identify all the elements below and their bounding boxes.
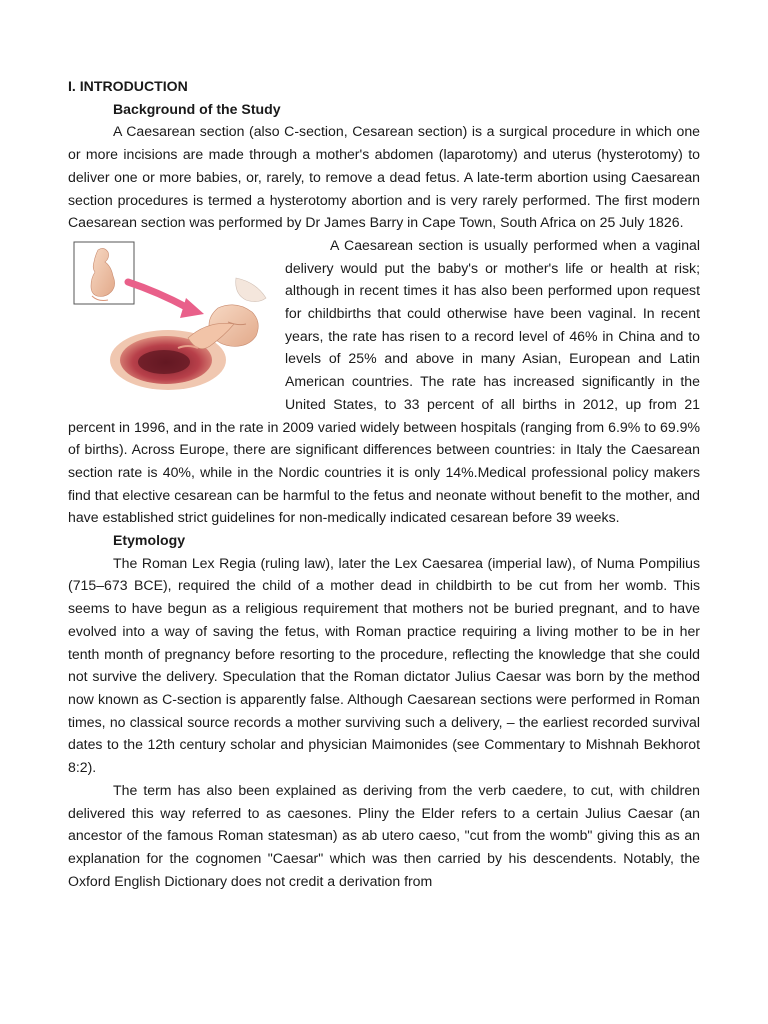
subsection-heading-etymology: Etymology [113, 532, 186, 549]
caesarean-illustration-icon [68, 238, 273, 396]
section-title: I. INTRODUCTION [68, 78, 188, 94]
paragraph-1: A Caesarean section (also C-section, Cesarean section) is a surgical procedure in which one or more incisions are made through a mother's abdomen (laparotomy) and uterus (hysterotomy) to deliver one or more babies, or, rarely, to remove a dead fetus. A late-term abortion using Caesarean section procedures is termed a hysterotomy abortion and is very rarely performed. The first modern Caesarean section was performed by Dr James Barry in Cape Town, South Africa on 25 July 1826. [68, 123, 700, 231]
paragraph-3: The Roman Lex Regia (ruling law), later the Lex Caesarea (imperial law), of Numa Pompilius (715–673 BCE), required the child of a mother dead in childbirth to be cut from her womb. This seems to have begun as a religious requirement that mothers not be buried pregnant, and to have evolved into a way of saving the fetus, with Roman practice requiring a living mother to be in her tenth month of pregnancy before resorting to the procedure, reflecting the knowledge that she could not survive the delivery. Speculation that the Roman dictator Julius Caesar was born by the method now known as C-section is apparently false. Although Caesarean sections were performed in Roman times, no classical source records a mother surviving such a delivery, – the earliest recorded survival dates to the 12th century scholar and physician Maimonides (see Commentary to Mishnah Bekhorot 8:2). [68, 554, 700, 776]
paragraph-2: A Caesarean section is usually performed when a vaginal delivery would put the baby's or mother's life or health at risk; although in recent times it has also been performed upon request for childbirths that could otherwise have been vaginal. In recent years, the rate has risen to a record level of 46% in China and to levels of 25% and above in many Asian, European and Latin American countries. The rate has increased significantly in the United States, to 33 percent of all births in 2012, up from 21 percent in 1996, and in the rate in 2009 varied widely between hospitals (ranging from 6.9% to 69.9% of births). Across Europe, there are significant differences between countries: in Italy the Caesarean section rate is 40%, while in the Nordic countries it is only 14%.Medical professional policy makers find that elective cesarean can be harmful to the fetus and neonate without benefit to the mother, and have established strict guidelines for non-medically indicated cesarean before 39 weeks. [68, 236, 700, 526]
paragraph-4: The term has also been explained as deriving from the verb caedere, to cut, with children delivered this way referred to as caesones. Pliny the Elder refers to a certain Julius Caesar (an ancestor of the famous Roman statesman) as ab utero caeso, "cut from the womb" giving this as an explanation for the cognomen "Caesar" which was then carried by his descendents. Notably, the Oxford English Dictionary does not credit a derivation from [68, 781, 700, 889]
subsection-heading-background: Background of the Study [113, 100, 281, 117]
document-body [68, 75, 700, 892]
